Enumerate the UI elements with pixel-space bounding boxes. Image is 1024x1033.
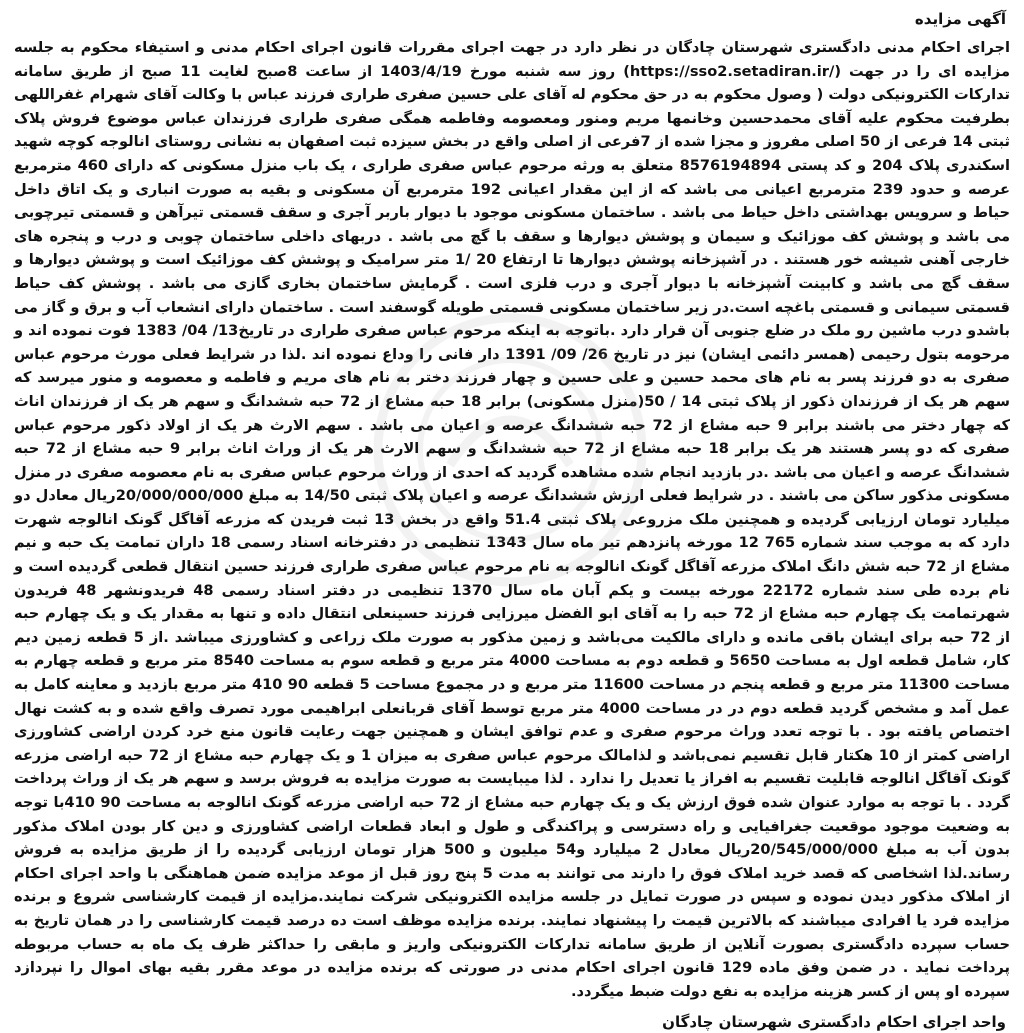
notice-title: آگهی مزایده bbox=[914, 10, 1006, 28]
notice-body: اجرای احکام مدنی دادگستری شهرستان چادگان در نظر دارد در جهت اجرای مقررات قانون اجرای احکام مدنی و استیفاء محکوم به جلسه مزایده ای را در جهت (/https://sso2.setadiran.ir) روز سه شنبه مورخ 1403/4/19 از ساعت 8صبح لغایت 11 صبح از طریق سامانه تدارکات الکترونیکی دولت ( وصول محکوم به در حق محکوم له آقای علی حسین صفری طراری فرزند عباس با وکالت آقای شهرام غفراللهی بطرفیت محکوم علیه آقای محمدحسین وخانمها مریم ومنور ومعصومه وفاطمه همگی صفری طراری فرزندان عباس موضوع فروش پلاک ثبتی 14 فرعی از 50 اصلی مفروز و مجزا شده از 7فرعی از اصلی واقع در بخش سیزده ثبت اصفهان به نشانی روستای انالوجه کوچه شهید اسکندری پلاک 204 و کد پستی 8576194894 متعلق به ورثه مرحوم عباس صفری طراری ، یک باب منزل مسکونی که دارای 460 مترمربع عرصه و حدود 239 مترمربع اعیانی می باشد که از این مقدار اعیانی 192 مترمربع آن مسکونی و بقیه به صورت انباری و یک اتاق داخل حیاط و سرویس بهداشتی داخل حیاط می باشد . ساختمان مسکونی موجود با دیوار باربر آجری و سقف قسمتی تیرآهن و قسمتی تیرچوبی می باشد و پوشش کف موزائیک و سیمان و پوشش دیوارها و سقف با گچ می باشد . دربهای داخلی ساختمان چوبی و درب و پنجره های خارجی آهنی شیشه خور هستند . در آشپزخانه پوشش دیوارها تا ارتفاع 20 /1 متر سرامیک و پوشش کف موزائیک است و پوشش دیوارها و سقف گچ می باشد و کابینت آشپزخانه با دیوار آجری و درب فلزی است . گرمایش ساختمان بخاری گازی می باشد . پوشش کف حیاط قسمتی سیمانی و قسمتی باغچه است.در زیر ساختمان مسکونی قسمتی طویله گوسفند است . ساختمان دارای انشعاب آب و برق و گاز می باشدو درب ماشین رو ملک در ضلع جنوبی آن قرار دارد .باتوجه به اینکه مرحوم عباس صفری طراری در تاریخ13/ 04/ 1383 فوت نموده اند و مرحومه بتول رحیمی (همسر دائمی ایشان) نیز در تاریخ 26/ 09/ 1391 دار فانی را وداع نموده اند .لذا در شرایط فعلی مورث مرحوم عباس صفری به دو فرزند پسر به نام های محمد حسین و علی حسین و چهار فرزند دختر به نام های مریم و فاطمه و معصومه و منور میرسد که سهم هر یک از فرزندان ذکور از پلاک ثبتی 14 / 50(منزل مسکونی) برابر 18 حبه مشاع از 72 حبه ششدانگ و سهم هر یک از فرزندان اناث که چهار دختر می باشند برابر 9 حبه مشاع از 72 حبه ششدانگ عرصه و اعیان می باشد . سهم الارث هر یک از اولاد ذکور مرحوم عباس صفری که دو پسر هستند هر یک برابر 18 حبه مشاع از 72 حبه ششدانگ و سهم الارث هر یک از وراث اناث برابر 9 حبه مشاع از 72 حبه ششدانگ عرصه و اعیان می باشد .در بازدید انجام شده مشاهده گردید که احدی از وراث مرحوم عباس صفری به نام معصومه صفری در منزل مسکونی مذکور ساکن می باشند . در شرایط فعلی ارزش ششدانگ عرصه و اعیان پلاک ثبتی 14/50 به مبلغ 20/000/000/000ریال معادل دو میلیارد تومان ارزیابی گردیده و همچنین ملک مزروعی پلاک ثبتی 51.4 واقع در بخش 13 ثبت فریدن که مزرعه آقاگل گونک انالوجه شهرت دارد که به موجب سند شماره 765 12 مورخه پانزدهم تیر ماه سال 1343 تنظیمی در دفترخانه اسناد رسمی 18 داران تمامت یک حبه و نیم مشاع از 72 حبه شش دانگ املاک مزرعه آقاگل گونک انالوجه به نام مرحوم عباس صفری طراری فرزند حسین انتقال قطعی گردیده است و نام برده طی سند شماره 22172 مورخه بیست و یکم آبان ماه سال 1370 تنظیمی در دفتر اسناد رسمی 48 فریدونشهر 48 فریدون شهرتمامت یک چهارم حبه مشاع از 72 حبه را به آقای ابو الفضل میرزایی فرزند حسینعلی انتقال داده و تنها به مقدار یک و یک چهارم حبه از 72 حبه برای ایشان باقی مانده و دارای مالکیت می‌باشد و زمین مذکور به صورت ملک زراعی و کشاورزی میباشد .از 5 قطعه زمین دیم کار، شامل قطعه اول به مساحت 5650 و قطعه دوم به مساحت 4000 متر مربع و قطعه سوم به مساحت 8540 متر مربع و قطعه چهارم به مساحت 11300 متر مربع و قطعه پنجم در مساحت 11600 متر مربع و در مجموع مساحت 5 قطعه 90 410 متر مربع بازدید و معاینه کامل به عمل آمد و مشخص گردید قطعه دوم در در مساحت 4000 متر مربع توسط آقای قربانعلی ابراهیمی مورد تصرف واقع شده و به کشت نهال اختصاص یافته بود . با توجه تعدد وراث مرحوم صفری و عدم توافق ایشان و همچنین جهت رعایت قانون منع خرد کردن اراضی کشاورزی اراضی کمتر از 10 هکتار قابل تقسیم نمی‌باشد و لذامالک مرحوم عباس صفری به میزان 1 و یک چهارم حبه مشاع از 72 حبه اراضی مزرعه گونک آقاگل انالوجه قابلیت تقسیم به افراز یا تعدیل را ندارد . لذا میبایست به صورت مزایده به فروش برسد و سهم هر یک از وراث پرداخت گردد . با توجه به موارد عنوان شده فوق ارزش یک و یک چهارم حبه مشاع از 72 حبه اراضی مزرعه گونک انالوجه به مساحت 90 410با توجه به وضعیت موجود موقعیت جغرافیایی و راه دسترسی و پراکندگی و طول و ابعاد قطعات اراضی کشاورزی و دین کار بودن املاک مذکور بدون آب به مبلغ 20/545/000/000ریال معادل 2 میلیارد و54 میلیون و 500 هزار تومان ارزیابی گردیده را از طریق مزایده به فروش رساند.لذا اشخاصی که قصد خرید املاک فوق را دارند می توانند به مدت 5 پنج روز قبل از موعد مزایده ضمن هماهنگی با واحد اجرای احکام از املاک مذکور دیدن نموده و سپس در صورت تمایل در جلسه مزایده الکترونیکی شرکت نمایند.مزایده از قیمت کارشناسی شروع و برنده مزایده فرد یا افرادی میباشند که بالاترین قیمت را پیشنهاد نمایند. برنده مزایده موظف است ده درصد قیمت کارشناسی را در همان تاریخ به حساب سپرده دادگستری بصورت آنلاین از طریق سامانه تدارکات الکترونیکی واریز و مابقی را حداکثر ظرف یک ماه به حساب مربوطه پرداخت نماید . در ضمن وفق ماده 129 قانون اجرای احکام مدنی در صورتی که برنده مزایده در موعد مقرر بقیه بهای اموال را نپردازد سپرده او پس از کسر هزینه مزایده به نفع دولت ضبط میگردد. bbox=[14, 39, 1011, 1000]
notice-signature: واحد اجرای احکام دادگستری شهرستان چادگان bbox=[662, 1013, 1006, 1032]
